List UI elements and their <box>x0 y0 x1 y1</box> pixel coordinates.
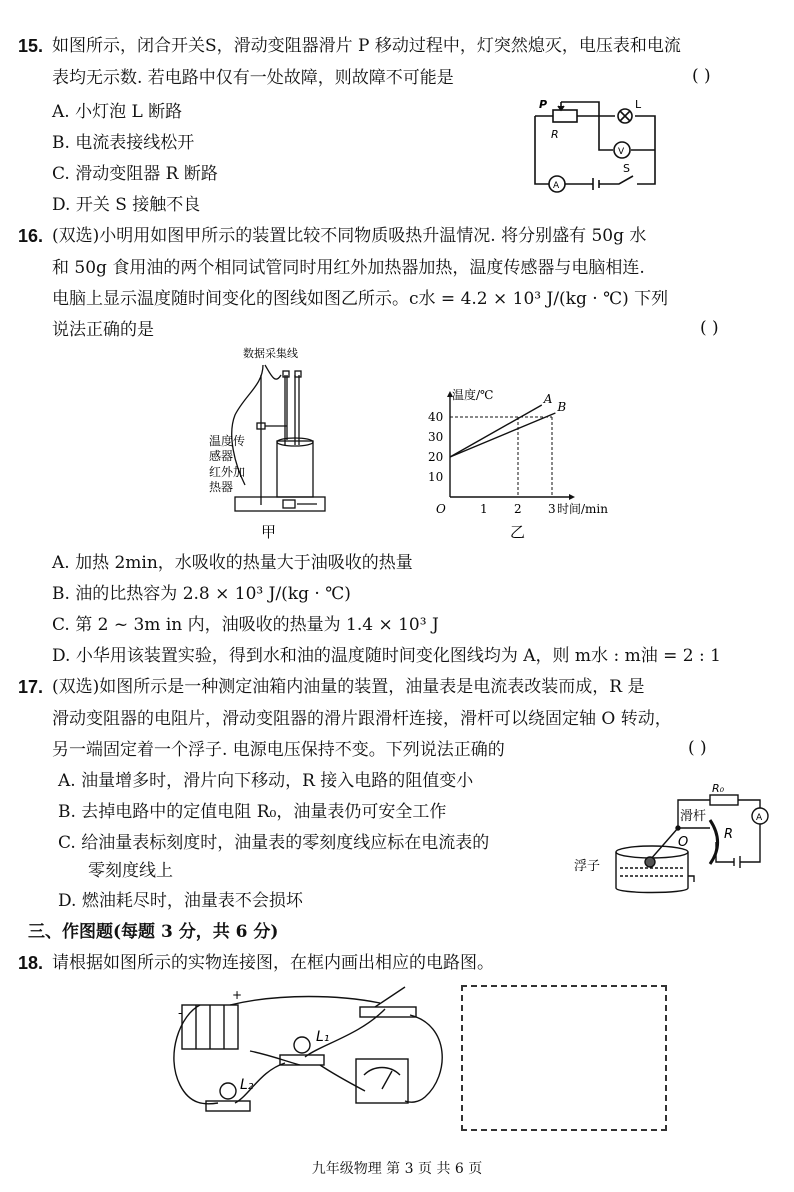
q16-stem-line3: 电脑上显示温度随时间变化的图线如图乙所示。c水 = 4.2 × 10³ J/(kg · ℃) 下列 <box>52 289 669 309</box>
q17-answer-paren: ( ) <box>688 738 707 758</box>
q15-option-a: A. 小灯泡 L 断路 <box>52 102 183 122</box>
q15-label-r: R <box>551 128 559 141</box>
graph-x-tick-label: 3 <box>548 502 556 516</box>
q17-stem-line3: 另一端固定着一个浮子. 电源电压保持不变。下列说法正确的 <box>52 740 505 760</box>
q16-option-b: B. 油的比热容为 2.8 × 10³ J/(kg · ℃) <box>52 584 351 604</box>
q16-heater-label-2: 热器 <box>209 480 234 494</box>
q18-label-plus: + <box>232 988 243 1002</box>
q18-label-minus: - <box>178 1006 183 1020</box>
graph-y-tick-label: 30 <box>428 430 444 444</box>
graph-y-tick-label: 20 <box>428 450 444 464</box>
q16-stem-line4: 说法正确的是 <box>52 320 154 340</box>
q15-option-d: D. 开关 S 接触不良 <box>52 195 201 215</box>
q17-label-rod: 滑杆 <box>680 809 707 824</box>
graph-x-tick-label: 2 <box>514 502 522 516</box>
q16-option-a: A. 加热 2min，水吸收的热量大于油吸收的热量 <box>52 553 413 573</box>
q16-stem-line2: 和 50g 食用油的两个相同试管同时用红外加热器加热，温度传感器与电脑相连. <box>52 258 645 278</box>
q16-apparatus-figure <box>205 345 345 550</box>
graph-y-tick-label: 10 <box>428 470 444 484</box>
q15-label-a: A <box>553 181 560 191</box>
q17-label-a: A <box>756 813 763 823</box>
q16-option-d: D. 小华用该装置实验，得到水和油的温度随时间变化图线均为 A，则 m水 : m油 = 2 : 1 <box>52 646 721 666</box>
q16-answer-paren: ( ) <box>700 318 719 338</box>
q15-answer-paren: ( ) <box>692 66 711 86</box>
q17-label-r0: R₀ <box>712 782 725 795</box>
q17-label-float: 浮子 <box>574 859 601 874</box>
q17-number: 17. <box>18 677 44 697</box>
q15-number: 15. <box>18 36 44 56</box>
q18-answer-box[interactable] <box>461 985 667 1131</box>
q17-stem-line2: 滑动变阻器的电阻片，滑动变阻器的滑片跟滑杆连接，滑杆可以绕固定轴 O 转动， <box>52 709 672 729</box>
graph-series-line-A <box>450 405 542 457</box>
q17-option-c-cont: 零刻度线上 <box>88 861 173 881</box>
q17-option-d: D. 燃油耗尽时，油量表不会损坏 <box>58 891 303 911</box>
q15-option-c: C. 滑动变阻器 R 断路 <box>52 164 218 184</box>
graph-series-label-B: B <box>557 400 567 414</box>
q15-label-l: L <box>635 98 642 111</box>
q15-label-v: V <box>618 147 625 157</box>
section-3-heading: 三、作图题(每题 3 分，共 6 分) <box>28 922 279 942</box>
q16-cable-label: 数据采集线 <box>243 347 298 360</box>
q15-stem-line2: 表均无示数. 若电路中仅有一处故障，则故障不可能是 <box>52 68 454 88</box>
q15-circuit-diagram <box>525 96 665 196</box>
q16-stem-line1: (双选)小明用如图甲所示的装置比较不同物质吸热升温情况. 将分别盛有 50g 水 <box>52 226 647 246</box>
q16-figure-yi-caption: 乙 <box>510 523 526 541</box>
q15-label-p: P <box>539 98 548 111</box>
q17-option-b: B. 去掉电路中的定值电阻 R₀，油量表仍可安全工作 <box>58 802 447 822</box>
q17-stem-line1: (双选)如图所示是一种测定油箱内油量的装置，油量表是电流表改装而成，R 是 <box>52 677 645 697</box>
graph-x-arrow <box>569 494 575 500</box>
q18-label-l1: L₁ <box>316 1029 330 1045</box>
q17-fuel-gauge-diagram <box>570 780 775 905</box>
q18-number: 18. <box>18 953 44 973</box>
graph-x-axis-label: 时间/min <box>557 502 608 516</box>
q16-figure-jia-caption: 甲 <box>261 523 277 541</box>
graph-x-tick-label: 1 <box>480 502 488 516</box>
q17-option-c: C. 给油量表标刻度时，油量表的零刻度线应标在电流表的 <box>58 833 490 853</box>
q18-stem: 请根据如图所示的实物连接图，在框内画出相应的电路图。 <box>52 953 494 973</box>
graph-y-axis-label: 温度/℃ <box>452 388 494 402</box>
graph-series-label-A: A <box>543 392 553 406</box>
q17-label-o: O <box>678 835 689 850</box>
page-footer: 九年级物理 第 3 页 共 6 页 <box>311 1161 483 1177</box>
q16-heater-label-1: 红外加 <box>209 465 246 479</box>
graph-y-tick-label: 40 <box>428 410 444 424</box>
q17-option-a: A. 油量增多时，滑片向下移动，R 接入电路的阻值变小 <box>58 771 474 791</box>
q18-physical-circuit-figure <box>160 985 450 1135</box>
graph-series-line-B <box>450 413 555 457</box>
graph-origin-label: O <box>436 502 446 516</box>
q16-temperature-graph <box>420 385 620 545</box>
q16-sensor-label-1: 温度传 <box>209 434 246 448</box>
q18-label-l2: L₂ <box>240 1077 254 1093</box>
q16-sensor-label-2: 感器 <box>209 449 234 463</box>
q15-label-s: S <box>623 162 630 175</box>
q15-option-b: B. 电流表接线松开 <box>52 133 195 153</box>
q16-option-c: C. 第 2 ~ 3m in 内，油吸收的热量为 1.4 × 10³ J <box>52 615 439 635</box>
q17-label-r: R <box>724 827 734 842</box>
q16-number: 16. <box>18 226 44 246</box>
q15-stem-line1: 如图所示，闭合开关S，滑动变阻器滑片 P 移动过程中，灯突然熄灭，电压表和电流 <box>52 36 681 56</box>
